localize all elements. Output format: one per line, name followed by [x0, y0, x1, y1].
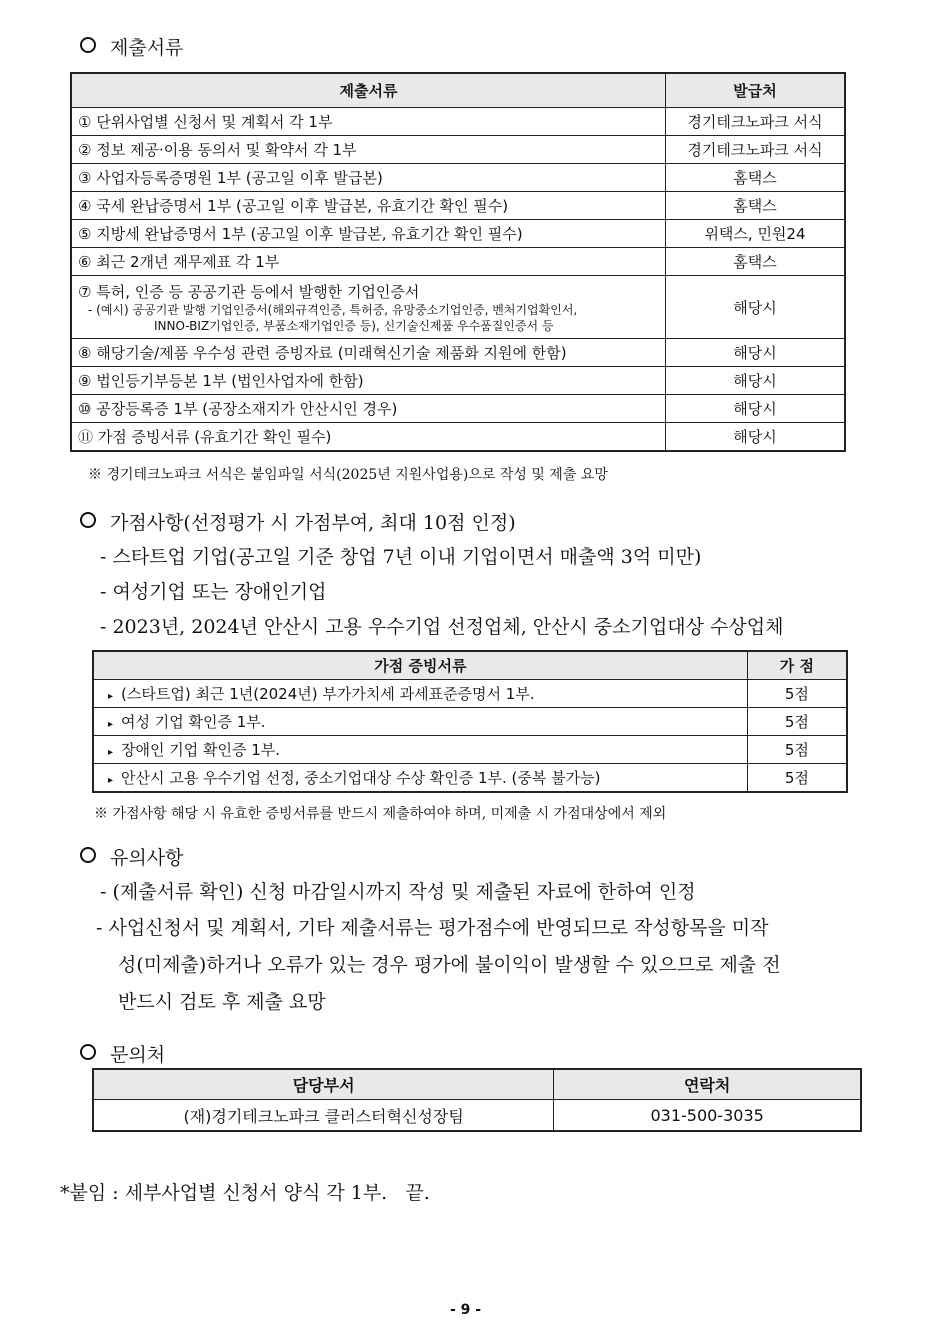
triangle-bullet-icon: ▸ [108, 719, 114, 730]
doc-cell: ② 정보 제공·이용 동의서 및 확약서 각 1부 [71, 136, 665, 164]
triangle-bullet-icon: ▸ [108, 747, 114, 758]
score-cell: 5점 [747, 680, 847, 708]
caution-item: - (제출서류 확인) 신청 마감일시까지 작성 및 제출된 자료에 한하여 인정 [100, 881, 696, 903]
header-issuer: 발급처 [665, 73, 845, 108]
doc-main: ⑦ 특허, 인증 등 공공기관 등에서 발행한 기업인증서 [78, 282, 420, 301]
table-row [93, 708, 847, 736]
header-contact: 연락처 [554, 1069, 861, 1100]
bonus-doc-cell: ▸ (스타트업) 최근 1년(2024년) 부가가치세 과세표준증명서 1부. [93, 680, 747, 708]
table-header-row [93, 651, 847, 680]
table-row [93, 764, 847, 793]
table-row [93, 1100, 861, 1132]
table-row [71, 276, 845, 339]
triangle-bullet-icon: ▸ [108, 775, 114, 786]
issuer-cell: 해당시 [665, 423, 845, 452]
phone-cell: 031-500-3035 [554, 1100, 861, 1132]
doc-cell: ⑥ 최근 2개년 재무제표 각 1부 [71, 248, 665, 276]
issuer-cell: 위택스, 민원24 [665, 220, 845, 248]
documents-table [70, 72, 846, 452]
doc-cell: ⑩ 공장등록증 1부 (공장소재지가 안산시인 경우) [71, 395, 665, 423]
doc-cell: ④ 국세 완납증명서 1부 (공고일 이후 발급본, 유효기간 확인 필수) [71, 192, 665, 220]
circle-bullet-icon [80, 847, 96, 863]
table-row [71, 192, 845, 220]
bonus-table [92, 650, 848, 793]
issuer-cell: 홈택스 [665, 192, 845, 220]
table-header-row [93, 1069, 861, 1100]
table-row [71, 108, 845, 136]
section-title-cautions: 유의사항 [80, 843, 183, 870]
table-row [71, 367, 845, 395]
bonus-item: - 스타트업 기업(공고일 기준 창업 7년 이내 기업이면서 매출액 3억 미만) [100, 546, 702, 568]
caution-item-cont: 성(미제출)하거나 오류가 있는 경우 평가에 불이익이 발생할 수 있으므로 제출 전 [118, 954, 781, 976]
issuer-cell: 해당시 [665, 367, 845, 395]
table-row [93, 736, 847, 764]
bonus-item: - 여성기업 또는 장애인기업 [100, 581, 327, 603]
circle-bullet-icon [80, 37, 96, 53]
bonus-doc-cell: ▸ 여성 기업 확인증 1부. [93, 708, 747, 736]
circle-bullet-icon [80, 512, 96, 528]
table-row [71, 339, 845, 367]
table-row [71, 220, 845, 248]
header-doc: 제출서류 [71, 73, 665, 108]
dept-cell: (재)경기테크노파크 클러스터혁신성장팀 [93, 1100, 554, 1132]
table-row [93, 680, 847, 708]
issuer-cell: 해당시 [665, 339, 845, 367]
doc-example-line1: - (예시) 공공기관 발행 기업인증서(해외규격인증, 특허증, 유망중소기업인증, 벤처기업확인서, [88, 302, 578, 317]
section-title-documents: 제출서류 [80, 33, 183, 60]
doc-cell: ⑧ 해당기술/제품 우수성 관련 증빙자료 (미래혁신기술 제품화 지원에 한함) [71, 339, 665, 367]
contact-table [92, 1068, 862, 1132]
doc-cell [71, 276, 665, 339]
attachment-line: *붙임 : 세부사업별 신청서 양식 각 1부. 끝. [60, 1182, 430, 1204]
table-row [71, 248, 845, 276]
doc-cell: ⑨ 법인등기부등본 1부 (법인사업자에 한함) [71, 367, 665, 395]
score-cell: 5점 [747, 736, 847, 764]
table-row [71, 164, 845, 192]
issuer-cell: 경기테크노파크 서식 [665, 108, 845, 136]
bonus-doc-cell: ▸ 안산시 고용 우수기업 선정, 중소기업대상 수상 확인증 1부. (중복 불가능) [93, 764, 747, 793]
score-cell: 5점 [747, 764, 847, 793]
doc-cell: ⑤ 지방세 완납증명서 1부 (공고일 이후 발급본, 유효기간 확인 필수) [71, 220, 665, 248]
section-title-bonus: 가점사항(선정평가 시 가점부여, 최대 10점 인정) [80, 508, 516, 535]
issuer-cell: 해당시 [665, 276, 845, 339]
doc-cell: ① 단위사업별 신청서 및 계획서 각 1부 [71, 108, 665, 136]
triangle-bullet-icon: ▸ [108, 691, 114, 702]
table-row [71, 423, 845, 452]
score-cell: 5점 [747, 708, 847, 736]
caution-item-cont: 반드시 검토 후 제출 요망 [118, 991, 326, 1013]
doc-example-line2: INNO-BIZ기업인증, 부품소재기업인증 등), 신기술신제품 우수품질인증서 등 [154, 318, 554, 333]
header-bonus-doc: 가점 증빙서류 [93, 651, 747, 680]
issuer-cell: 홈택스 [665, 164, 845, 192]
circle-bullet-icon [80, 1044, 96, 1060]
table-row [71, 136, 845, 164]
header-dept: 담당부서 [93, 1069, 554, 1100]
issuer-cell: 해당시 [665, 395, 845, 423]
bonus-note: ※ 가점사항 해당 시 유효한 증빙서류를 반드시 제출하여야 하며, 미제출 시 가점대상에서 제외 [94, 806, 667, 822]
caution-item: - 사업신청서 및 계획서, 기타 제출서류는 평가점수에 반영되므로 작성항목을 미작 [96, 917, 769, 939]
issuer-cell: 경기테크노파크 서식 [665, 136, 845, 164]
table-header-row [71, 73, 845, 108]
issuer-cell: 홈택스 [665, 248, 845, 276]
doc-cell: ⑪ 가점 증빙서류 (유효기간 확인 필수) [71, 423, 665, 452]
table-row [71, 395, 845, 423]
documents-note: ※ 경기테크노파크 서식은 붙임파일 서식(2025년 지원사업용)으로 작성 및 제출 요망 [88, 467, 608, 483]
doc-cell: ③ 사업자등록증명원 1부 (공고일 이후 발급본) [71, 164, 665, 192]
page-number: - 9 - [449, 1302, 482, 1318]
header-score: 가 점 [747, 651, 847, 680]
bonus-doc-cell: ▸ 장애인 기업 확인증 1부. [93, 736, 747, 764]
bonus-item: - 2023년, 2024년 안산시 고용 우수기업 선정업체, 안산시 중소기업대상 수상업체 [100, 616, 784, 638]
section-title-contact: 문의처 [80, 1040, 165, 1067]
